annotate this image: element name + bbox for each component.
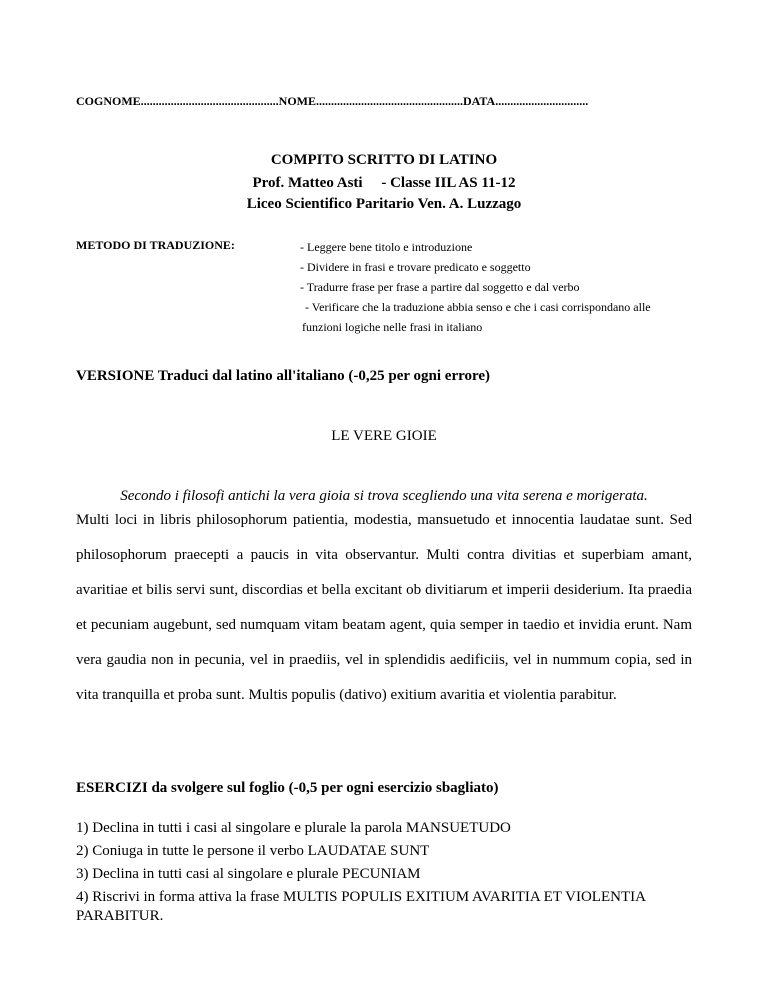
method-item: - Tradurre frase per frase a partire dal soggetto e dal verbo: [300, 280, 580, 294]
exercise-item: 2) Coniuga in tutte le persone il verbo LAUDATAE SUNT: [76, 843, 430, 859]
method-item: - Verificare che la traduzione abbia senso e che i casi corrispondano alle: [302, 300, 651, 314]
versione-heading: VERSIONE Traduci dal latino all'italiano (-0,25 per ogni errore): [76, 368, 491, 384]
school-name: Liceo Scientifico Paritario Ven. A. Luzzago: [246, 196, 522, 212]
esercizi-heading: ESERCIZI da svolgere sul foglio (-0,5 per ogni esercizio sbagliato): [76, 780, 499, 796]
story-title: LE VERE GIOIE: [331, 428, 437, 444]
method-item: - Leggere bene titolo e introduzione: [300, 240, 473, 254]
teacher-class-line: Prof. Matteo Asti - Classe IIL AS 11-12: [252, 175, 516, 191]
exercise-list: [76, 819, 696, 930]
method-list: [300, 237, 710, 337]
exercise-item: 4) Riscrivi in forma attiva la frase MULTIS POPULIS EXITIUM AVARITIA ET VIOLENTIA PARABITUR.: [76, 889, 646, 924]
story-intro: Secondo i filosofi antichi la vera gioia si trova scegliendo una vita serena e morigerata.: [120, 488, 648, 504]
method-item: - Dividere in frasi e trovare predicato e soggetto: [300, 260, 531, 274]
exercise-item: 1) Declina in tutti i casi al singolare e plurale la parola MANSUETUDO: [76, 820, 511, 836]
method-item: funzioni logiche nelle frasi in italiano: [302, 320, 483, 334]
exercise-item: 3) Declina in tutti casi al singolare e plurale PECUNIAM: [76, 866, 421, 882]
method-label: METODO DI TRADUZIONE:: [76, 238, 235, 252]
latin-text-block: [76, 503, 692, 713]
latin-text: Multi loci in libris philosophorum patientia, modestia, mansuetudo et innocentia laudatae sunt. Sed philosophorum praecepti a paucis in vita observantur. Multi contra divitias et superbiam amant, avaritiae et bilis servi sunt, discordias et bella excitant ob divitiarum et imperii desiderium. Ita praedia et pecuniam augebunt, sed numquam vitam beatam agent, quia semper in taedio et invidia erunt. Nam vera gaudia non in pecunia, vel in praediis, vel in splendidis aedificiis, vel in nummum copia, sed in vita tranquilla et proba sunt. Multis populis (dativo) exitium avaritia et violentia parabitur.: [76, 512, 692, 703]
document-title: COMPITO SCRITTO DI LATINO: [270, 152, 498, 168]
student-info-line: COGNOME..............................................NOME.................................................DATA...............................: [76, 94, 589, 108]
